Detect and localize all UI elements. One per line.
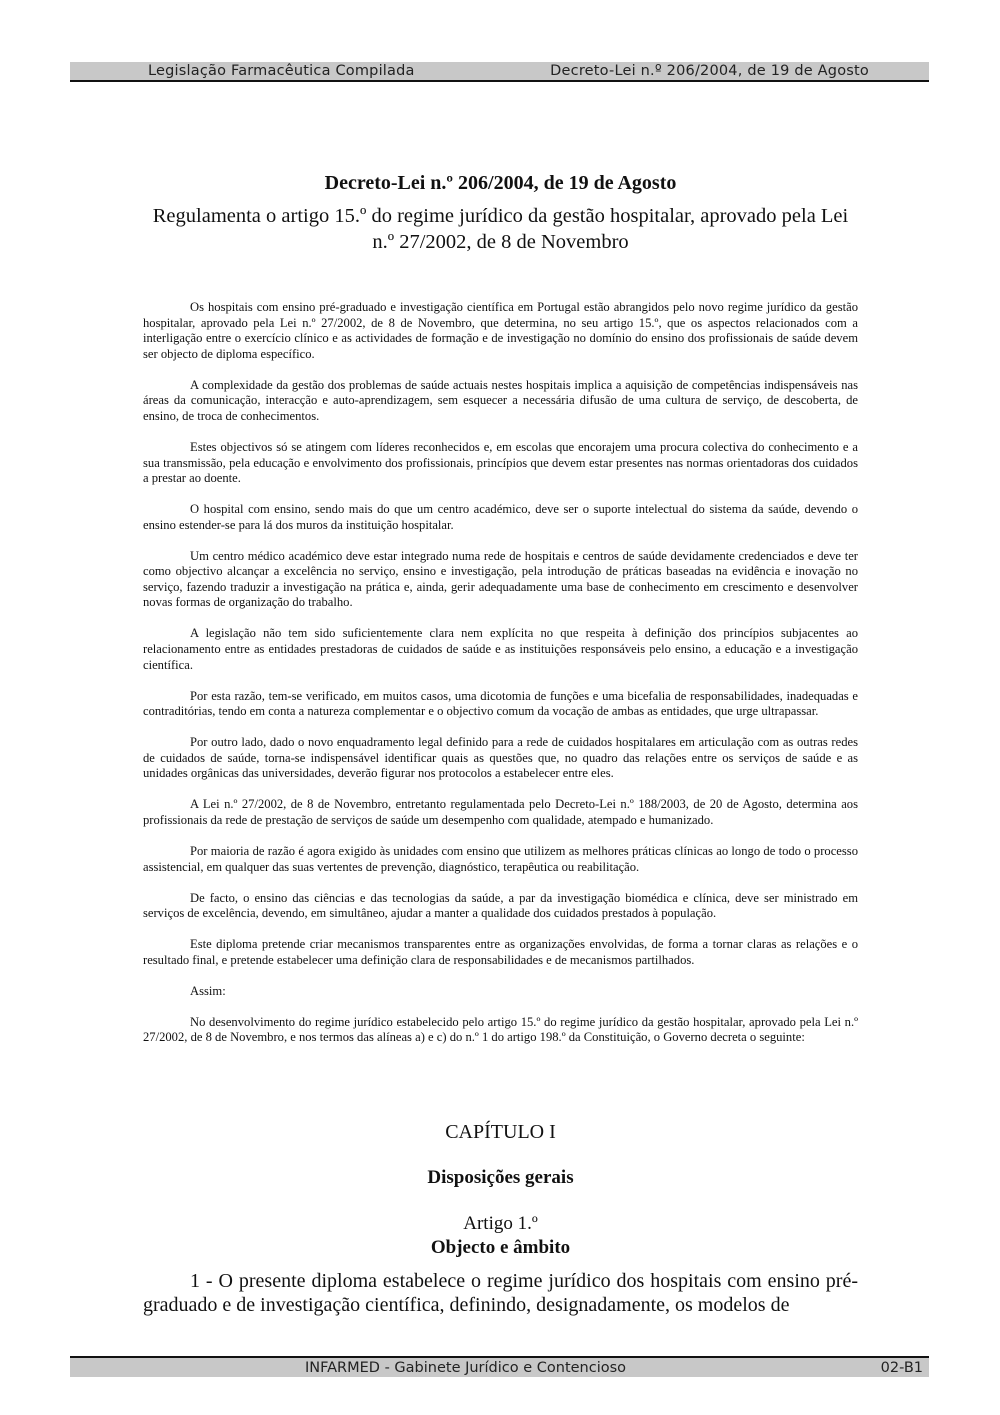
document-subtitle: Regulamenta o artigo 15.º do regime jurídico da gestão hospitalar, aprovado pela Lei n.º 27/2002, de 8 de Novembro: [152, 205, 849, 253]
preamble-paragraph: Por outro lado, dado o novo enquadramento legal definido para a rede de cuidados hospitalares em articulação com as outras redes de cuidados de saúde, torna-se indispensável identificar quais as questões que, no quadro das relações entre os serviços de saúde e as unidades orgânicas das universidades, deverão figurar nos protocolos a estabelecer entre eles.: [143, 735, 858, 781]
header-publication-title: Legislação Farmacêutica Compilada: [148, 63, 415, 79]
preamble-paragraph: A complexidade da gestão dos problemas de saúde actuais nestes hospitais implica a aquisição de competências indispensáveis nas áreas da comunicação, interacção e auto-aprendizagem, sem esquecer a necessária difusão de uma cultura de serviço, de descoberta, de ensino, de troca de conhecimentos.: [143, 377, 858, 423]
preamble-paragraph: Por esta razão, tem-se verificado, em muitos casos, uma dicotomia de funções e uma bicefalia de responsabilidades, inadequadas e contraditórias, tendo em conta a natureza complementar e o objectivo comum da vocação de ambas as entidades, que urge ultrapassar.: [143, 688, 858, 719]
document-title: Decreto-Lei n.º 206/2004, de 19 de Agosto: [324, 172, 677, 194]
footer-organization: INFARMED - Gabinete Jurídico e Contencioso: [305, 1360, 627, 1376]
header-document-reference: Decreto-Lei n.º 206/2004, de 19 de Agosto: [550, 63, 869, 79]
preamble-paragraph: De facto, o ensino das ciências e das tecnologias da saúde, a par da investigação biomédica e clínica, deve ser ministrado em serviços de excelência, devendo, em simultâneo, ajudar a manter a qualidade dos cuidados prestados à população.: [143, 890, 858, 921]
chapter-heading: CAPÍTULO I: [445, 1121, 556, 1143]
article-title: Objecto e âmbito: [430, 1237, 571, 1258]
preamble-paragraph: A Lei n.º 27/2002, de 8 de Novembro, entretanto regulamentada pelo Decreto-Lei n.º 188/2003, de 20 de Agosto, determina aos profissionais da rede de prestação de serviços de saúde um desempenho com qualidade, atempado e humanizado.: [143, 797, 858, 827]
section-heading: Disposições gerais: [427, 1167, 574, 1188]
preamble-paragraph: Estes objectivos só se atingem com líderes reconhecidos e, em escolas que encorajem uma procura colectiva do conhecimento e a sua transmissão, pela educação e envolvimento dos profissionais, princípios que devem estar presentes nas normas orientadoras dos cuidados a prestar ao doente.: [143, 439, 858, 486]
preamble-paragraph: No desenvolvimento do regime jurídico estabelecido pelo artigo 15.º do regime jurídico da gestão hospitalar, aprovado pela Lei n.º 27/2002, de 8 de Novembro, e nos termos das alíneas a) e c) do n.º 1 do artigo 198.º da Constituição, o Governo decreta o seguinte:: [143, 1014, 858, 1045]
page-footer: [70, 1356, 929, 1377]
preamble-paragraph: Um centro médico académico deve estar integrado numa rede de hospitais e centros de saúde devidamente credenciados e deve ter como objectivo alcançar a excelência no serviço, ensino e investigação, pela introdução de práticas baseadas na evidência e inovação no serviço, fazendo traduzir a investigação na prática e, ainda, gerir adequadamente uma base de conhecimento em crescimento e desenvolver novas formas de organização do trabalho.: [143, 548, 858, 610]
preamble-paragraph: Os hospitais com ensino pré-graduado e investigação científica em Portugal estão abrangidos pelo novo regime jurídico da gestão hospitalar, aprovado pela Lei n.º 27/2002, de 8 de Novembro, que determina, no seu artigo 15.º, que os aspectos relacionados com a interligação entre o exercício clínico e as actividades de formação e de investigação no domínio do ensino dos profissionais de saúde devem ser objecto de diploma específico.: [143, 300, 858, 361]
article-number: Artigo 1.º: [463, 1213, 538, 1234]
preamble-paragraph: A legislação não tem sido suficientemente clara nem explícita no que respeita à definição dos princípios subjacentes ao relacionamento entre as entidades prestadoras de cuidados de saúde e as instituições responsáveis pelo ensino, a educação e a investigação científica.: [143, 626, 858, 672]
article-text: 1 - O presente diploma estabelece o regime jurídico dos hospitais com ensino pré-graduado e de investigação científica, definindo, designadamente, os modelos de: [143, 1270, 858, 1316]
preamble-paragraph: Assim:: [190, 983, 226, 998]
preamble: [143, 300, 858, 1061]
preamble-paragraph: O hospital com ensino, sendo mais do que um centro académico, deve ser o suporte intelectual do sistema da saúde, devendo o ensino estender-se para lá dos muros da instituição hospitalar.: [143, 502, 858, 532]
page-header: [70, 62, 929, 82]
preamble-paragraph: Este diploma pretende criar mecanismos transparentes entre as organizações envolvidas, de forma a tornar claras as relações e o resultado final, e pretende estabelecer uma definição clara de responsabilidades e de mecanismos partilhados.: [143, 937, 858, 967]
preamble-paragraph: Por maioria de razão é agora exigido às unidades com ensino que utilizem as melhores práticas clínicas ao longo de todo o processo assistencial, em qualquer das suas vertentes de prevenção, diagnóstico, terapêutica ou reabilitação.: [143, 843, 858, 874]
page-number: 02-B1: [880, 1360, 923, 1376]
